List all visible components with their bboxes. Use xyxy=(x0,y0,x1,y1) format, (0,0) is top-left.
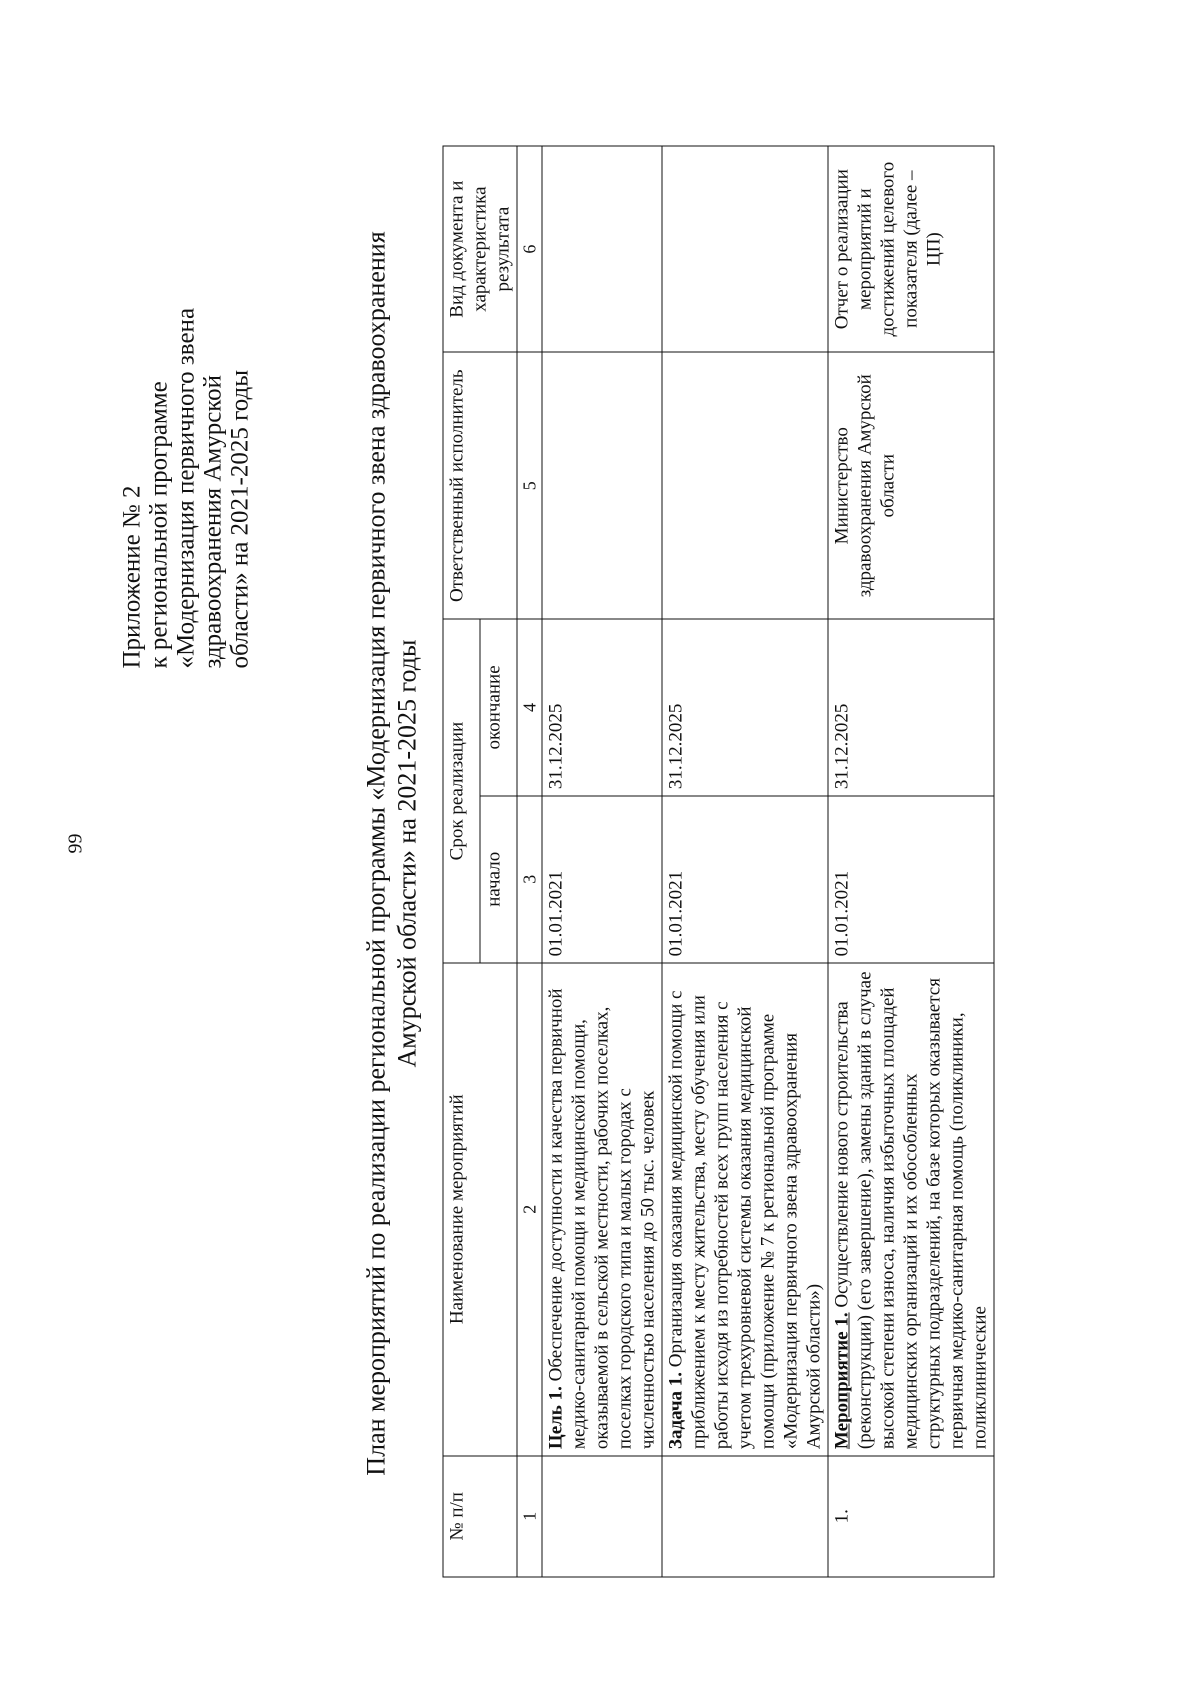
row-end: 31.12.2025 xyxy=(662,619,828,795)
header-num: № п/п xyxy=(443,1455,517,1576)
header-executor: Ответственный исполнитель xyxy=(443,352,517,619)
row-lead: Задача 1. xyxy=(665,1371,686,1449)
table-row xyxy=(828,146,994,1577)
page-number: 99 xyxy=(64,833,86,853)
plan-title: План мероприятий по реализации региональной программы «Модернизация первичного звена здравоохранения Амурской области» на 2021-2025 годы xyxy=(361,230,421,1476)
column-number: 1 xyxy=(517,1455,542,1576)
header-doc: Вид документа и характеристика результата xyxy=(443,146,517,352)
table-row xyxy=(542,146,662,1577)
header-row xyxy=(443,146,480,1577)
row-num: 1. xyxy=(828,1455,994,1576)
appendix-line: области» на 2021-2025 годы xyxy=(226,369,253,668)
row-executor xyxy=(662,352,828,619)
header-term: Срок реализации xyxy=(443,619,480,963)
column-number: 5 xyxy=(517,352,542,619)
appendix-line: к региональной программе xyxy=(145,380,172,668)
column-number: 4 xyxy=(517,619,542,795)
column-number: 2 xyxy=(517,962,542,1455)
row-end: 31.12.2025 xyxy=(542,619,662,795)
column-number: 3 xyxy=(517,795,542,962)
appendix-line: «Модернизация первичного звена xyxy=(172,307,199,668)
row-lead: Мероприятие 1. xyxy=(831,1311,852,1449)
header-end: окончание xyxy=(480,619,517,795)
row-executor xyxy=(542,352,662,619)
appendix-heading xyxy=(118,307,253,668)
column-number: 6 xyxy=(517,146,542,352)
row-doc xyxy=(542,146,662,352)
row-name xyxy=(662,962,828,1455)
activities-table xyxy=(442,145,994,1577)
column-number-row xyxy=(517,146,542,1577)
row-doc: Отчет о реализации мероприятий и достижений целевого показателя (далее – ЦП) xyxy=(828,146,994,352)
header-start: начало xyxy=(480,795,517,962)
row-lead: Цель 1. xyxy=(545,1385,566,1449)
row-executor: Министерство здравоохранения Амурской области xyxy=(828,352,994,619)
row-num xyxy=(542,1455,662,1576)
row-text: Осуществление нового строительства (реконструкции) (его завершение), замены зданий в случае высокой степени износа, наличия избыточных площадей медицинских организаций и их обособленных структурных подразделений, на базе которых оказывается первичная медико-санитарная помощь (поликлиники, поликлинические xyxy=(831,970,990,1449)
row-name xyxy=(542,962,662,1455)
row-text: Обеспечение доступности и качества первичной медико-санитарной помощи и медицинской помощи, оказываемой в сельской местности, рабочих поселках, поселках городского типа и малых городах с численностью населения до 50 тыс. человек xyxy=(545,987,658,1449)
row-name xyxy=(828,962,994,1455)
row-text: Организация оказания медицинской помощи с приближением к месту жительства, месту обучения или работы исходя из потребностей всех групп населения с учетом трехуровневой системы оказания медицинской помощи (приложение № 7 к региональной программе «Модернизация первичного звена здравоохранения Амурской области») xyxy=(665,990,824,1449)
row-num xyxy=(662,1455,828,1576)
appendix-line: Приложение № 2 xyxy=(118,484,145,668)
row-start: 01.01.2021 xyxy=(542,795,662,962)
row-start: 01.01.2021 xyxy=(828,795,994,962)
row-start: 01.01.2021 xyxy=(662,795,828,962)
row-end: 31.12.2025 xyxy=(828,619,994,795)
row-doc xyxy=(662,146,828,352)
table-row xyxy=(662,146,828,1577)
header-name: Наименование мероприятий xyxy=(443,962,517,1455)
appendix-line: здравоохранения Амурской xyxy=(199,374,226,668)
